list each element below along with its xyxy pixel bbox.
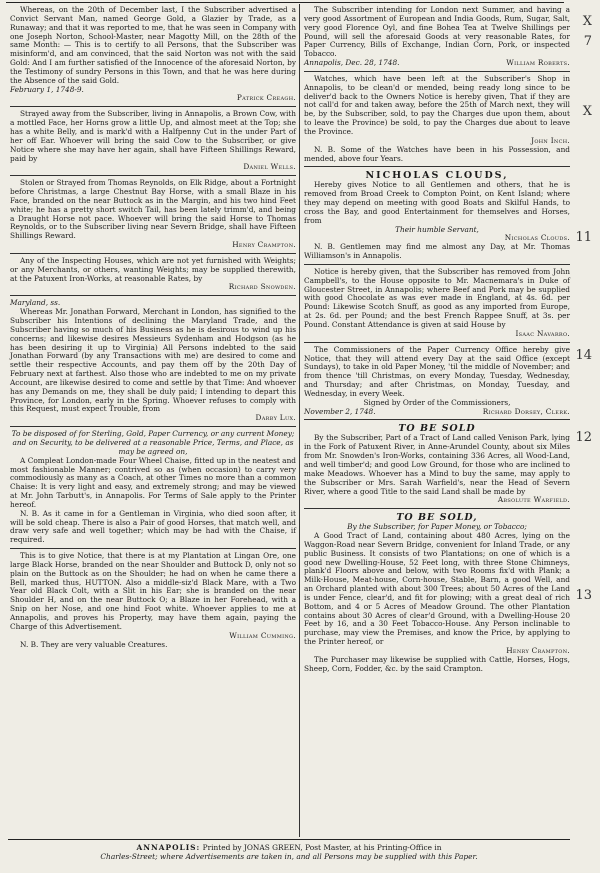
margin-mark: X — [582, 14, 592, 29]
imprint-place: ANNAPOLIS: — [136, 843, 201, 852]
stolen-horse-ad — [10, 179, 296, 250]
rule — [10, 106, 296, 107]
rule — [10, 253, 296, 254]
roberts-dateline: Annapolis, Dec. 28, 1748. — [304, 58, 400, 68]
weights-text: Any of the Inspecting Houses, which are not yet furnished with Weights; or any Merchants, or others, wanting Weights; may be supplied therewith, at the Patuxent Iron-Works, at reasonable Rates, by — [10, 255, 296, 283]
creagh-signature: Patrick Creagh. — [236, 93, 296, 103]
imprint-line-1 — [8, 843, 570, 852]
clouds-headline: NICHOLAS CLOUDS, — [365, 170, 509, 182]
paper-currency-notice — [304, 346, 570, 417]
watches-nb: N. B. Some of the Watches have been in his Possession, and mended, above four Years. — [304, 144, 570, 163]
margin-mark: 11 — [575, 230, 592, 245]
found-horse-nb: N. B. They are very valuable Creatures. — [20, 639, 168, 649]
clouds-text: Hereby gives Notice to all Gentlemen and others, that he is removed from Broad Creek to Compton Point, on Kent Island; where they may depend on meeting with good Boats and Skilful Hands, to cross the Bay, and good Entertainment for themselves and Horses, from — [304, 180, 570, 225]
rule — [304, 508, 570, 509]
roberts-date — [304, 59, 570, 68]
wells-signature: Daniel Wells. — [243, 162, 296, 172]
crampton-subhead: By the Subscriber, for Paper Money, or Tobacco; — [347, 522, 527, 532]
rule — [304, 342, 570, 343]
roberts-signature: William Roberts. — [506, 58, 570, 68]
clouds-closing: Their humble Servant, — [395, 224, 479, 234]
top-rule — [6, 2, 564, 3]
crampton-land-nb: The Purchaser may likewise be supplied with Cattle, Horses, Hogs, Sheep, Corn, Fodder, &c. by the said Crampton. — [304, 654, 570, 673]
creagh-notice-date: February 1, 1748-9. — [10, 84, 84, 94]
roberts-goods-ad — [304, 6, 570, 68]
margin-mark: 7 — [583, 34, 592, 49]
paper-currency-text: The Commissioners of the Paper Currency Office hereby give Notice, that they will attend every Day at the said Office (except Sundays), to take in old Paper Money, 'til the middle of November; and from thence 'till Christmas, on every Monday, Tuesday, Wednesday, and Thursday; and after Christmas, on Monday, Tuesday, and Wednesday, in every Week. — [304, 344, 570, 398]
crampton-signature: Henry Crampton. — [232, 240, 296, 250]
dorsey-signature: Richard Dorsey, Clerk. — [482, 406, 570, 416]
crampton-land-ad — [304, 512, 570, 673]
creagh-notice — [10, 6, 296, 103]
stolen-horse-text: Stolen or Strayed from Thomas Reynolds, on Elk Ridge, about a Fortnight before Christmas, a large Chestnut Bay Horse, with a small Blaze in his Face, branded on the near Buttock as in the Margin, and his two hind Feet white; he has a pretty short switch Tail, has been lately trimm'd, and being a Draught Horse not pace. Whoever will bring the said Horse to Thomas Reynolds, or to the Subscriber living near Severn Bridge, shall have Fifteen Shillings Reward. — [10, 178, 296, 241]
clouds-ferry-ad — [304, 170, 570, 261]
creagh-notice-text: Whereas, on the 20th of December last, I the Subscriber advertised a Convict Servant Man, named George Gold, a Glazier by Trade, as a Runaway; and that it was reported to me, that he was seen in Company with one Joseph Norton, School-Master, near Magotty Mill, on the 28th of the same Month: — This is to certify to all Persons, that the Subscriber was misinform'd, and am convinced, that the said Norton was not with the said Gold: And I am further satisfied of the Innocence of the aforesaid Norton, by the Testimony of sundry Persons in this Town, and that he was here during the Absence of the said Gold. — [10, 5, 296, 85]
weights-ad — [10, 257, 296, 292]
rule — [304, 264, 570, 265]
margin-mark: X — [582, 104, 592, 119]
stray-cow-text: Strayed away from the Subscriber, living in Annapolis, a Brown Cow, with a mottled Face, her Horns grow a little Up, and almost meet at the Top; she has a white Belly, and is mark'd with a Halfpenny Cut in the under Part of her off Ear. Whoever will bring the said Cow to the Subscriber, or give Notice where she may have her again, shall have Fifteen Shillings Reward, paid by — [10, 109, 296, 163]
roberts-text: The Subscriber intending for London next Summer, and having a very good Assortment of European and India Goods, Rum, Sugar, Salt, very good Florence Oyl, and fine Bohea Tea at Twelve Shillings per Pound, will sell the aforesaid Goods at very reasonable Rates, for Paper Currency, Bills of Exchange, Indian Corn, Pork, or inspected Tobacco. — [304, 5, 570, 59]
forward-place: Maryland, ss. — [10, 298, 61, 308]
clouds-signature: Nicholas Clouds. — [504, 233, 570, 243]
navarro-text: Notice is hereby given, that the Subscriber has removed from John Campbell's, to the House opposite to Mr. Macnemara's in Duke of Gloucester Street, in Annapolis; where Beef and Pork may be supplied with good Chocolate as was ever made in England, at 4s. 6d. per Pound: Likewise Scotch Snuff, as good as any imported from Europe, at 2s. 6d. per Pound; and the best French Rappee Snuff, at 3s. per Pound. Constant Attendance is given at said House by — [304, 266, 570, 329]
right-column — [304, 6, 570, 676]
crampton-headline: TO BE SOLD, — [396, 512, 478, 524]
imprint-printer: Printed by JONAS GREEN, Post Master, at his Printing-Office in — [202, 843, 442, 852]
venison-text: By the Subscriber, Part of a Tract of Land called Venison Park, lying in the Fork of Patuxent River, in Anne-Arundel County, about six Miles from Mr. Snowden's Iron-Works, containing 336 Acres, all Wood-Land, and well timber'd; and good Low Ground, for those who are inclined to make Meadows. Whoever has a Mind to buy the same, may apply to the Subscriber or Mrs. Sarah Warfield's, near the Head of Severn River, where a good Title to the said Land shall be made by — [304, 433, 570, 496]
margin-mark: 12 — [575, 430, 592, 445]
found-horse-text: This is to give Notice, that there is at my Plantation at Lingan Ore, one large Black Horse, branded on the near Shoulder and Buttock D, only not so plain on the Buttock as on the Shoulder; he had on when he came there a Bell, marked thus, HUTTON. Also a middle-siz'd Black Mare, with a Two Year old Black Colt, with a Slit in his Ear; she is branded on the near Shoulder H, and on the near Buttock O; a Blaze in her Forehead, with a Snip on her Nose, and one hind Foot white. Whoever applies to me at Annapolis, and proves his Property, may have them again, paying the Charge of this Advertisement. — [10, 551, 296, 631]
stray-cow-ad — [10, 110, 296, 172]
navarro-ad — [304, 268, 570, 339]
found-horse-ad — [10, 552, 296, 649]
forward-notice — [10, 299, 296, 423]
chaise-text: A Compleat London-made Four Wheel Chaise, fitted up in the neatest and most fashionable Manner; contrived so as (when occasion) to carry very commodiously as many as a Coach, at other Times no more than a common Chaise: It is very light and easy, and extremely strong; and may be viewed at Mr. John Tarbutt's, in Annapolis. For Terms of Sale apply to the Printer hereof. — [10, 455, 296, 509]
rule — [304, 166, 570, 167]
rule — [304, 419, 570, 420]
snowden-signature: Richard Snowden. — [228, 282, 296, 292]
chaise-intro: To be disposed of for Sterling, Gold, Paper Currency, or any current Money; and on Security, to be delivered at a reasonable Price, Terms, and Place, as may be agreed on, — [11, 429, 295, 456]
lux-signature: Darby Lux. — [255, 413, 296, 423]
paper-currency-closing: Signed by Order of the Commissioners, — [363, 397, 511, 407]
inch-signature: John Inch. — [531, 135, 570, 145]
rule — [10, 548, 296, 549]
watches-text: Watches, which have been left at the Subscriber's Shop in Annapolis, to be clean'd or mended, being ready long since to be deliver'd back to the Owners Notice is hereby given, That if they are not call'd for and taken away, before the 25th of March next, they will be, by the Subscriber, sold, to pay the Charges due upon them, about to leave the Province) be sold, to pay the Charges due about to leave the Province. — [304, 73, 570, 136]
venison-headline: TO BE SOLD — [398, 423, 476, 435]
imprint-footer — [8, 839, 570, 861]
rule — [10, 295, 296, 296]
paper-currency-date: November 2, 1748. — [304, 406, 376, 416]
warfield-signature: Absolute Warfield. — [497, 495, 570, 505]
forward-text: Whereas Mr. Jonathan Forward, Merchant in London, has signified to the Subscriber his Intentions of declining the Maryland Trade, and the Subscriber having so much of his Business as he is desirous to wind up his concerns; and likewise desires Messieurs Sydenham and Hodgson (as he has been desiring it up to Virginia) All Persons indebted to the said Jonathan Forward (by any Transactions with me) are desired to come and settle their respective Accounts, and pay them off by the 20th Day of February next at farthest. Also those who are indebted to me on my private Account, are likewise desired to come and settle by that Time: And whoever has any Demands on me, they shall be duly paid; I intending to depart this Province, for London, early in the Spring. Whoever refuses to comply with this Request, must expect Trouble, from — [10, 307, 296, 414]
crampton-land-text: A Good Tract of Land, containing about 480 Acres, lying on the Waggon-Road near Severn Bridge, convenient for Inland Trade, or any public Business. It consists of two Plantations; on one of which is a good new Dwelling-House, 52 Feet long, with three Stone Chimneys, plank'd Floors above and below, with two Rooms fix'd with Plank; a Milk-House, Meat-house, Corn-house, Stable, Barn, a good Well, and an Orchard planted with about 300 Trees; about 50 Acres of the Land is under Fence, clear'd, and fit for plowing; with a great deal of rich Bottom, and 4 or 5 Acres of Meadow Ground. The other Plantation contains about 30 Acres of clear'd Ground, with a Dwelling-House 20 Feet by 16, and a 30 Feet Tobacco-House. Any Person inclinable to purchase, may view the Premises, and know the Price, by applying to the Printer hereof, or — [304, 531, 570, 647]
imprint-line-2: Charles-Street; where Advertisements are taken in, and all Persons may be supplied with this Paper. — [100, 852, 478, 861]
navarro-signature: Isaac Navarro. — [515, 328, 570, 338]
margin-mark: 13 — [575, 588, 592, 603]
watches-ad — [304, 75, 570, 163]
column-divider — [299, 4, 300, 837]
margin-mark: 14 — [575, 348, 592, 363]
left-column — [10, 6, 296, 651]
paper-currency-footer — [304, 408, 570, 417]
chaise-nb: N. B. As it came in for a Gentleman in Virginia, who died soon after, it will be sold cheap. There is also a Pair of good Horses, that match well, and draw very safe and well together; which may be had with the Chaise, if required. — [10, 508, 296, 545]
venison-park-ad — [304, 423, 570, 505]
rule — [304, 71, 570, 72]
cumming-signature: William Cumming. — [229, 630, 296, 640]
chaise-ad — [10, 430, 296, 545]
clouds-nb: N. B. Gentlemen may find me almost any Day, at Mr. Thomas Williamson's in Annapolis. — [304, 242, 570, 261]
crampton-land-signature: Henry Crampton. — [506, 646, 570, 655]
rule — [10, 175, 296, 176]
rule — [10, 426, 296, 427]
